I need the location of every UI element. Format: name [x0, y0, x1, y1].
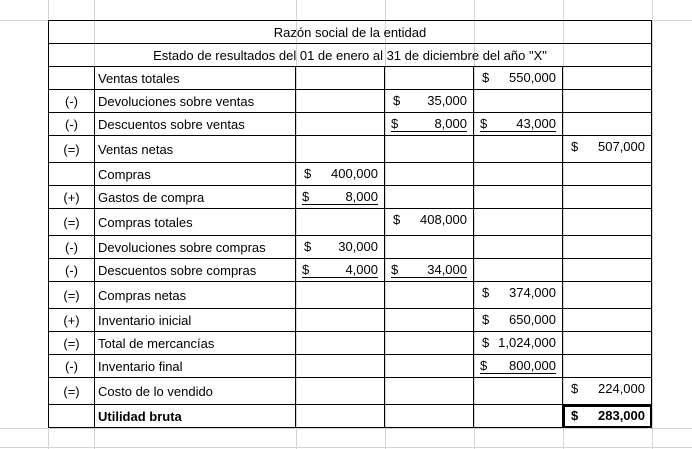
- amount-cell[interactable]: [385, 236, 474, 259]
- amount-value: 800,000: [509, 358, 556, 373]
- amount-cell[interactable]: [385, 209, 474, 236]
- amount-cell[interactable]: [385, 332, 474, 355]
- amount-value: 283,000: [598, 408, 645, 423]
- statement-row: [49, 282, 652, 309]
- row-label-cell[interactable]: Descuentos sobre compras: [95, 259, 296, 282]
- row-label-cell[interactable]: Utilidad bruta: [95, 405, 296, 428]
- row-sign-cell[interactable]: (=): [49, 282, 95, 309]
- amount-value: 4,000: [345, 262, 378, 277]
- amount-cell[interactable]: [296, 309, 385, 332]
- amount-cell[interactable]: [474, 67, 563, 90]
- currency-symbol: $: [302, 189, 375, 205]
- row-sign-cell[interactable]: (=): [49, 136, 95, 163]
- amount-cell[interactable]: [474, 259, 563, 282]
- amount-cell[interactable]: [385, 113, 474, 136]
- amount-cell[interactable]: [563, 136, 652, 163]
- row-label-cell[interactable]: Devoluciones sobre ventas: [95, 90, 296, 113]
- amount-cell[interactable]: [296, 186, 385, 209]
- amount-cell[interactable]: [563, 90, 652, 113]
- row-label-cell[interactable]: Inventario inicial: [95, 309, 296, 332]
- currency-symbol: $: [482, 312, 490, 327]
- currency-symbol: $: [304, 239, 312, 254]
- row-sign-cell[interactable]: (-): [49, 90, 95, 113]
- amount-cell[interactable]: [474, 113, 563, 136]
- statement-row: [49, 259, 652, 282]
- amount-cell[interactable]: [563, 163, 652, 186]
- row-sign-cell[interactable]: [49, 163, 95, 186]
- amount-cell[interactable]: [563, 67, 652, 90]
- amount-cell[interactable]: [296, 355, 385, 378]
- amount-value: 34,000: [427, 262, 467, 277]
- row-label-cell[interactable]: Compras: [95, 163, 296, 186]
- statement-subtitle-cell[interactable]: Estado de resultados del 01 de enero al 31 de diciembre del año "X": [49, 44, 652, 67]
- row-sign-cell[interactable]: [49, 67, 95, 90]
- statement-row: [49, 405, 652, 428]
- amount-value: 374,000: [509, 285, 556, 300]
- amount-cell[interactable]: [563, 186, 652, 209]
- amount-cell[interactable]: [474, 186, 563, 209]
- amount-value: 650,000: [509, 312, 556, 327]
- row-sign-cell[interactable]: (+): [49, 186, 95, 209]
- currency-symbol: $: [571, 139, 579, 154]
- amount-cell[interactable]: [385, 405, 474, 428]
- amount-cell[interactable]: [385, 90, 474, 113]
- row-sign-cell[interactable]: (-): [49, 259, 95, 282]
- amount-value: 224,000: [598, 381, 645, 396]
- row-label-cell[interactable]: Costo de lo vendido: [95, 378, 296, 405]
- currency-symbol: $: [482, 335, 490, 350]
- row-sign-cell[interactable]: (=): [49, 332, 95, 355]
- amount-cell[interactable]: [474, 209, 563, 236]
- currency-symbol: $: [393, 93, 401, 108]
- amount-cell[interactable]: [296, 163, 385, 186]
- currency-symbol: $: [480, 116, 553, 132]
- row-label-cell[interactable]: Inventario final: [95, 355, 296, 378]
- amount-cell[interactable]: [385, 378, 474, 405]
- currency-symbol: $: [480, 358, 553, 374]
- amount-cell[interactable]: [385, 136, 474, 163]
- amount-cell[interactable]: [296, 136, 385, 163]
- row-label-cell[interactable]: Total de mercancías: [95, 332, 296, 355]
- amount-cell[interactable]: [563, 259, 652, 282]
- amount-value: 35,000: [427, 93, 467, 108]
- currency-symbol: $: [304, 166, 312, 181]
- currency-symbol: $: [391, 262, 464, 278]
- row-label-cell[interactable]: Devoluciones sobre compras: [95, 236, 296, 259]
- statement-row: [49, 332, 652, 355]
- amount-cell[interactable]: [474, 90, 563, 113]
- row-label-cell[interactable]: Compras totales: [95, 209, 296, 236]
- amount-cell[interactable]: [474, 163, 563, 186]
- amount-cell[interactable]: [563, 236, 652, 259]
- statement-row: [49, 90, 652, 113]
- row-sign-cell[interactable]: (=): [49, 378, 95, 405]
- statement-row: [49, 355, 652, 378]
- amount-cell[interactable]: [474, 236, 563, 259]
- amount-cell[interactable]: [563, 378, 652, 405]
- statement-row: [49, 378, 652, 405]
- row-sign-cell[interactable]: (-): [49, 236, 95, 259]
- amount-cell[interactable]: [563, 332, 652, 355]
- currency-symbol: $: [302, 262, 375, 278]
- currency-symbol: $: [482, 285, 490, 300]
- row-label-cell[interactable]: Descuentos sobre ventas: [95, 113, 296, 136]
- amount-cell[interactable]: [296, 67, 385, 90]
- statement-row: [49, 309, 652, 332]
- amount-cell[interactable]: [474, 378, 563, 405]
- statement-row: [49, 136, 652, 163]
- statement-row: [49, 163, 652, 186]
- row-label-cell[interactable]: Gastos de compra: [95, 186, 296, 209]
- amount-value: 8,000: [345, 189, 378, 204]
- amount-cell[interactable]: [563, 355, 652, 378]
- currency-symbol: $: [393, 212, 401, 227]
- statement-row: [49, 209, 652, 236]
- currency-symbol: $: [482, 70, 490, 85]
- amount-value: 1,024,000: [498, 335, 556, 350]
- amount-cell[interactable]: [474, 136, 563, 163]
- amount-cell[interactable]: [296, 332, 385, 355]
- amount-value: 43,000: [516, 116, 556, 131]
- amount-value: 30,000: [338, 239, 378, 254]
- amount-cell[interactable]: [385, 163, 474, 186]
- row-sign-cell[interactable]: (+): [49, 309, 95, 332]
- amount-value: 400,000: [331, 166, 378, 181]
- amount-cell[interactable]: [474, 405, 563, 428]
- amount-cell[interactable]: [385, 67, 474, 90]
- amount-cell[interactable]: [385, 282, 474, 309]
- statement-row: [49, 186, 652, 209]
- amount-cell[interactable]: [474, 309, 563, 332]
- amount-cell[interactable]: [563, 209, 652, 236]
- row-label-cell[interactable]: Ventas netas: [95, 136, 296, 163]
- row-sign-cell[interactable]: (-): [49, 355, 95, 378]
- amount-cell[interactable]: [296, 282, 385, 309]
- amount-value: 550,000: [509, 70, 556, 85]
- amount-cell[interactable]: [296, 236, 385, 259]
- amount-cell[interactable]: [296, 113, 385, 136]
- company-name-cell[interactable]: Razón social de la entidad: [49, 21, 652, 44]
- amount-value: 507,000: [598, 139, 645, 154]
- income-statement-table: [48, 20, 652, 428]
- amount-cell[interactable]: [385, 259, 474, 282]
- row-sign-cell[interactable]: [49, 405, 95, 428]
- row-sign-cell[interactable]: (-): [49, 113, 95, 136]
- statement-row: [49, 113, 652, 136]
- amount-cell[interactable]: [296, 90, 385, 113]
- row-sign-cell[interactable]: (=): [49, 209, 95, 236]
- currency-symbol: $: [571, 408, 579, 423]
- amount-cell[interactable]: [296, 378, 385, 405]
- statement-row: [49, 236, 652, 259]
- amount-cell[interactable]: [385, 355, 474, 378]
- amount-cell[interactable]: [563, 405, 652, 428]
- amount-cell[interactable]: [474, 332, 563, 355]
- currency-symbol: $: [391, 116, 464, 132]
- amount-value: 8,000: [434, 116, 467, 131]
- amount-cell[interactable]: [474, 355, 563, 378]
- amount-cell[interactable]: [296, 259, 385, 282]
- amount-cell[interactable]: [385, 186, 474, 209]
- currency-symbol: $: [571, 381, 579, 396]
- amount-cell[interactable]: [563, 309, 652, 332]
- row-label-cell[interactable]: Ventas totales: [95, 67, 296, 90]
- amount-cell[interactable]: [563, 282, 652, 309]
- amount-cell[interactable]: [563, 113, 652, 136]
- amount-cell[interactable]: [296, 209, 385, 236]
- row-label-cell[interactable]: Compras netas: [95, 282, 296, 309]
- amount-cell[interactable]: [296, 405, 385, 428]
- statement-row: [49, 67, 652, 90]
- amount-cell[interactable]: [385, 309, 474, 332]
- amount-cell[interactable]: [474, 282, 563, 309]
- amount-value: 408,000: [420, 212, 467, 227]
